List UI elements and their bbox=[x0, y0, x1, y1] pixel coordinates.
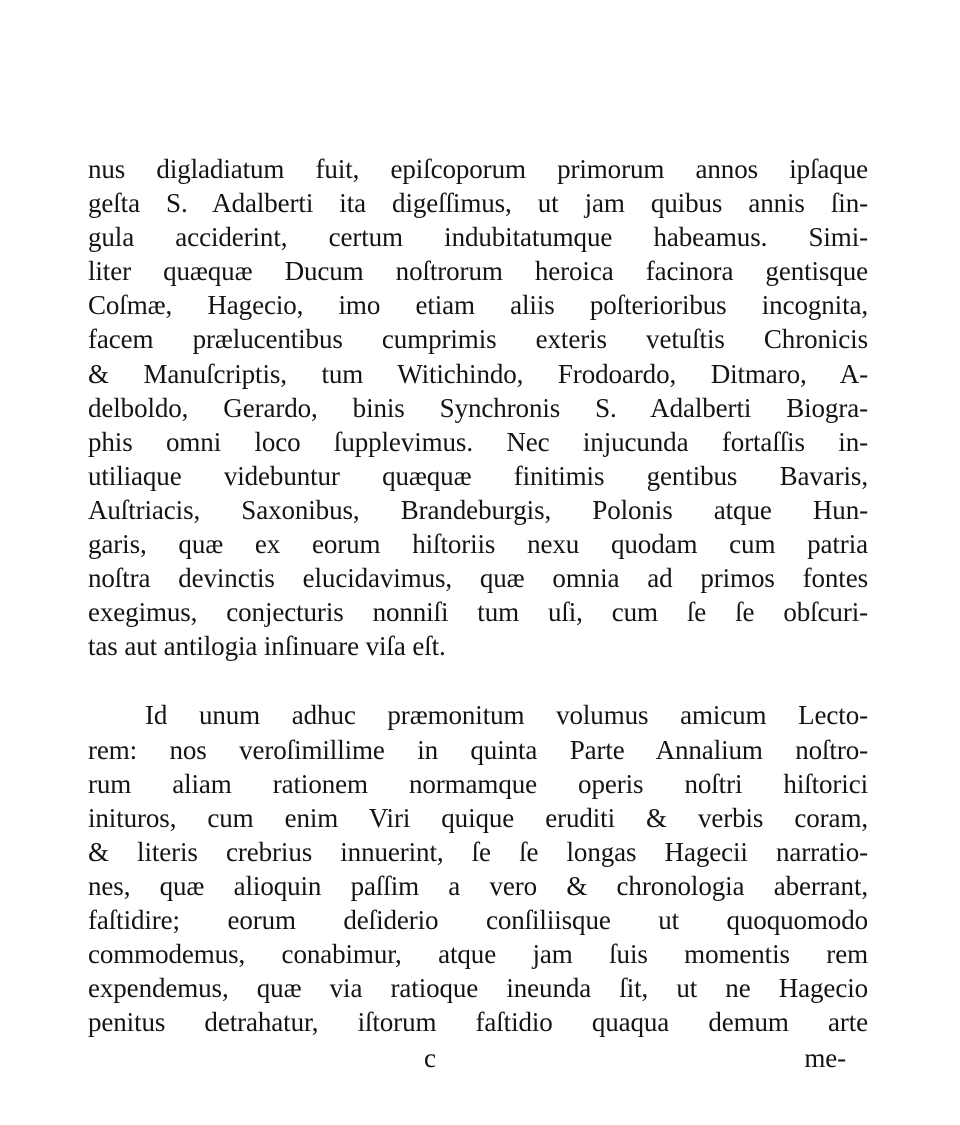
paragraph-1 bbox=[88, 152, 868, 663]
page-footer bbox=[88, 1041, 868, 1075]
text-line: rum aliam rationem normamque operis noſtri hiſtorici bbox=[88, 768, 868, 799]
text-line: geſta S. Adalberti ita digeſſimus, ut jam quibus annis ſin- bbox=[88, 188, 868, 219]
text-line: faſtidire; eorum deſiderio conſiliisque ut quoquomodo bbox=[88, 904, 868, 935]
text-line: penitus detrahatur, iſtorum faſtidio quaqua demum arte bbox=[88, 1007, 868, 1038]
text-line: nes, quæ alioquin paſſim a vero & chronologia aberrant, bbox=[88, 870, 868, 901]
text-line: gula acciderint, certum indubitatumque habeamus. Simi- bbox=[88, 222, 868, 253]
text-line: nus digladiatum fuit, epiſcoporum primorum annos ipſaque bbox=[88, 154, 868, 184]
text-line: Id unum adhuc præmonitum volumus amicum Lecto- bbox=[145, 700, 868, 731]
text-line: exegimus, conjecturis nonniſi tum uſi, cum ſe ſe obſcuri- bbox=[88, 597, 868, 628]
paragraph-2 bbox=[88, 698, 868, 1039]
text-line: inituros, cum enim Viri quique eruditi & verbis coram, bbox=[88, 802, 868, 833]
book-page bbox=[88, 152, 868, 1075]
text-line: expendemus, quæ via ratioque ineunda ſit, ut ne Hagecio bbox=[88, 973, 868, 1004]
text-line: garis, quæ ex eorum hiſtoriis nexu quodam cum patria bbox=[88, 529, 868, 560]
text-line: rem: nos veroſimillime in quinta Parte Annalium noſtro- bbox=[88, 734, 868, 765]
text-line: & Manuſcriptis, tum Witichindo, Frodoardo, Ditmaro, A- bbox=[88, 358, 868, 389]
text-line: & literis crebrius innuerint, ſe ſe longas Hagecii narratio- bbox=[88, 836, 868, 867]
catchword: me- bbox=[804, 1043, 846, 1074]
text-line: Coſmæ, Hagecio, imo etiam aliis poſterioribus incognita, bbox=[88, 290, 868, 321]
text-line: noſtra devinctis elucidavimus, quæ omnia ad primos fontes bbox=[88, 563, 868, 594]
text-line: utiliaque videbuntur quæquæ finitimis gentibus Bavaris, bbox=[88, 460, 868, 491]
text-line: tas aut antilogia inſinuare viſa eſt. bbox=[88, 631, 446, 662]
text-line: phis omni loco ſupplevimus. Nec injucunda fortaſſis in- bbox=[88, 426, 868, 457]
text-line: facem prælucentibus cumprimis exteris vetuſtis Chronicis bbox=[88, 324, 868, 355]
text-line: commodemus, conabimur, atque jam ſuis momentis rem bbox=[88, 939, 868, 970]
text-line: Auſtriacis, Saxonibus, Brandeburgis, Polonis atque Hun- bbox=[88, 494, 868, 525]
text-line: liter quæquæ Ducum noſtrorum heroica facinora gentisque bbox=[88, 256, 868, 287]
text-line: delboldo, Gerardo, binis Synchronis S. Adalberti Biogra- bbox=[88, 392, 868, 423]
signature-mark: c bbox=[424, 1043, 436, 1074]
